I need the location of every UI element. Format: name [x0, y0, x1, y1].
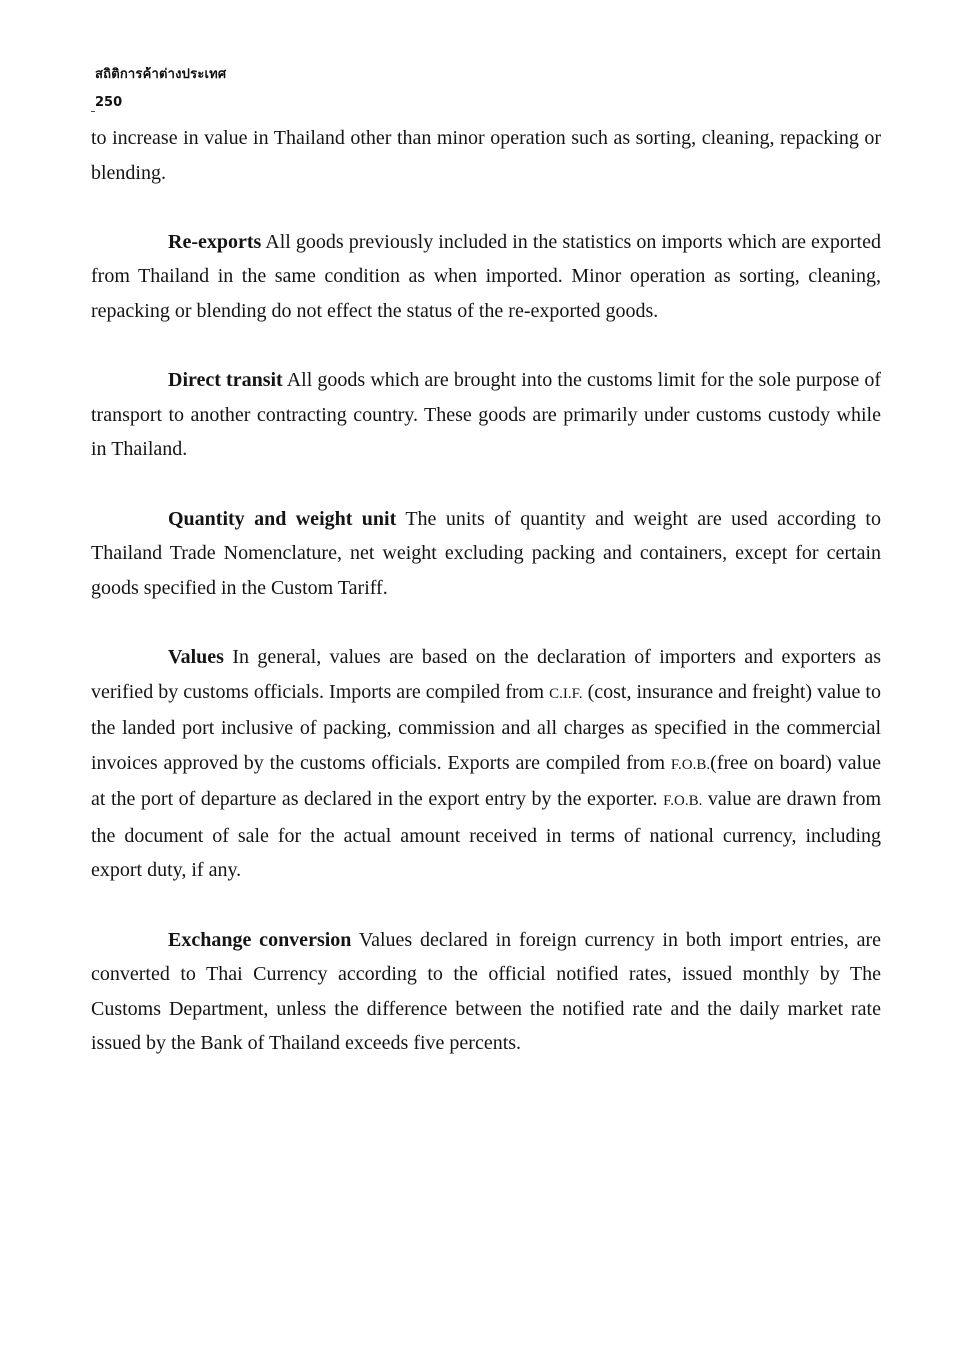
page-number: 250	[95, 95, 123, 110]
continuation-text: to increase in value in Thailand other than minor operation such as sorting, cleaning, repacking or blending.	[91, 127, 881, 184]
body-text	[91, 121, 881, 1096]
paragraph-continuation	[91, 121, 881, 190]
abbr-fob: F.O.B.	[670, 756, 711, 773]
term-reexports: Re-exports	[168, 230, 262, 253]
definition-direct-transit: All goods which are brought into the customs limit for the sole purpose of transport to another contracting country. These goods are primarily under customs custody while in Thailand.	[91, 369, 881, 461]
paragraph-values	[91, 640, 881, 888]
term-values: Values	[168, 645, 224, 668]
paragraph-exchange-conversion	[91, 923, 881, 1061]
definition-values-part-4: value are drawn from the document of sale for the actual amount received in terms of national currency, including export duty, if any.	[91, 788, 881, 882]
paragraph-reexports	[91, 225, 881, 329]
abbr-fob-second: F.O.B.	[663, 793, 703, 810]
term-direct-transit: Direct transit	[168, 369, 283, 392]
header-title: สถิติการค้าต่างประเทศ	[95, 67, 227, 82]
paragraph-quantity-weight	[91, 502, 881, 606]
term-exchange-conversion: Exchange conversion	[168, 928, 352, 951]
definition-values-part-2: (cost, insurance and freight) value to the landed port inclusive of packing, commission and all charges as specified in the commercial invoices approved by the customs officials. Exports are compiled from	[91, 680, 881, 774]
definition-quantity-weight: The units of quantity and weight are used according to Thailand Trade Nomenclature, net weight excluding packing and containers, except for certain goods specified in the Custom Tariff.	[91, 507, 881, 599]
term-quantity-weight: Quantity and weight unit	[168, 507, 397, 530]
definition-values-part-1: In general, values are based on the declaration of importers and exporters as verified by customs officials. Imports are compiled from	[91, 645, 881, 703]
header-tick-mark	[91, 111, 95, 112]
paragraph-direct-transit	[91, 363, 881, 467]
definition-exchange-conversion: Values declared in foreign currency in both import entries, are converted to Thai Currency according to the official notified rates, issued monthly by The Customs Department, unless the difference between the notified rate and the daily market rate issued by the Bank of Thailand exceeds five percents.	[91, 928, 881, 1055]
definition-reexports: All goods previously included in the statistics on imports which are exported from Thailand in the same condition as when imported. Minor operation as sorting, cleaning, repacking or blending do not effect the status of the re-exported goods.	[91, 230, 881, 322]
definition-values-part-3: (free on board) value at the port of departure as declared in the export entry by the exporter.	[91, 751, 881, 811]
abbr-cif: C.I.F.	[549, 685, 583, 702]
page-header	[95, 66, 226, 112]
